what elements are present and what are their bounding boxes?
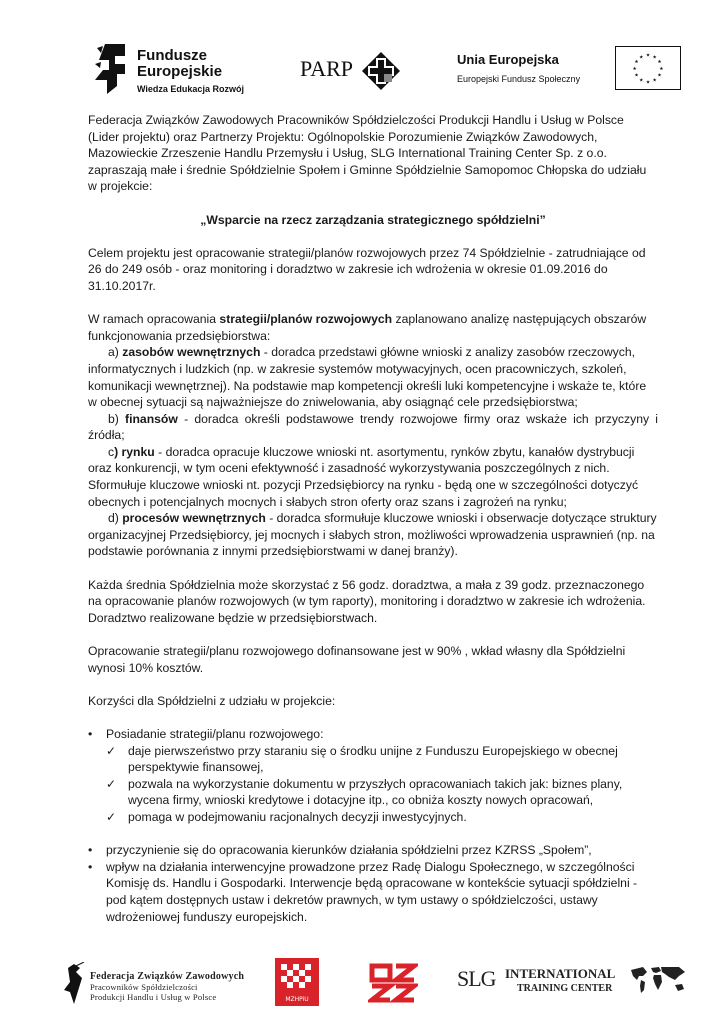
svg-text:★: ★ (657, 60, 662, 66)
scope-item-b (88, 411, 658, 444)
fe-title-line1: Fundusze (137, 47, 207, 64)
svg-text:★: ★ (639, 55, 644, 61)
list-item (88, 743, 658, 776)
bullet-icon: • (88, 726, 93, 741)
bullet-icon: • (88, 843, 93, 858)
svg-text:★: ★ (645, 80, 651, 86)
benefits-list-2 (88, 842, 658, 925)
eu-flag-icon (615, 46, 681, 90)
federacja-icon (62, 962, 86, 1004)
scope-intro (88, 311, 658, 344)
eu-title: Unia Europejska (457, 52, 559, 67)
check-icon: ✓ (106, 776, 117, 791)
svg-text:★: ★ (652, 78, 657, 84)
svg-text:★: ★ (639, 78, 644, 84)
world-map-icon (629, 964, 687, 994)
scope-d-bold: procesów wewnętrznych (122, 511, 266, 526)
fe-title (137, 48, 222, 80)
svg-text:★: ★ (645, 53, 651, 59)
scope-intro-text-2: zaplanowano analizę następujących obszarów funkcjonowania przedsiębiorstwa: (88, 312, 647, 343)
check-item-3: pomaga w podejmowaniu racjonalnych decyzji inwestycyjnych. (128, 809, 467, 824)
svg-text:★: ★ (634, 60, 639, 66)
svg-text:★: ★ (632, 66, 637, 72)
fundusze-europejskie-icon (95, 44, 125, 94)
fzz-line1: Federacja Związków Zawodowych (90, 971, 245, 982)
scope-intro-text: W ramach opracowania (88, 312, 220, 327)
scope-b-bold: finansów (125, 411, 178, 426)
intro-paragraph: Federacja Związków Zawodowych Pracowników Spółdzielczości Produkcji Handlu i Usług w Polsce (Lider projektu) oraz Partnerzy Projektu: Ogólnopolskie Porozumienie Związków Zawodowych, Mazowieckie Zrzeszenie Handlu Przemysłu i Usług, SLG International Training Center Sp. z o.o. zapraszają małe i średnie Spółdzielnie Społem i Gminne Spółdzielnie Samopomoc Chłopska do udziału w projekcie: (88, 113, 647, 194)
goal-paragraph: Celem projektu jest opracowanie strategii/planów rozwojowych przez 74 Spółdzielnie - zatrudniające od 26 do 249 osób - oraz monitoring i doradztwo w zakresie ich wdrożenia w okresie 01.09.2016 do 31.10.2017r. (88, 245, 646, 293)
scope-c-bold: ) rynku (114, 444, 155, 459)
header-logos (95, 40, 685, 100)
scope-a-text: - doradca przedstawi główne wnioski z analizy zasobów rzeczowych, informatycznych i ludzkich (np. w zakresie systemów motywacyjnych, ocen pracowniczych, szkoleń, komunikacji wewnętrznej). Na podstawie map kompetencji określi luki kompetencyjne i wskaże te, które w obecnej sytuacji są najważniejsze do zniwelowania, aby osiągnąć cele przedsiębiorstwa; (88, 345, 647, 410)
project-title: „Wsparcie na rzecz zarządzania strategicznego spółdzielni” (200, 212, 546, 227)
funding-paragraph: Opracowanie strategii/planu rozwojowego dofinansowane jest w 90% , wkład własny dla Spółdzielni wynosi 10% kosztów. (88, 644, 626, 675)
hours-paragraph: Każda średnia Spółdzielnia może skorzystać z 56 godz. doradztwa, a mała z 39 godz. przeznaczonego na opracowanie planów rozwojowych (w tym raporty), monitoring i doradztwo w zakresie ich wdrożenia. Doradztwo realizowane będzie w przedsiębiorstwach. (88, 577, 646, 625)
scope-item-a (88, 344, 658, 410)
svg-text:★: ★ (652, 55, 657, 61)
check-item-2: pozwala na wykorzystanie dokumentu w przyszłych opracowaniach takich jak: biznes plany, wycena firmy, wnioski kredytowe i dotacyjne itp., co obniża koszty nowych opracowań, (128, 776, 623, 808)
parp-icon (362, 52, 400, 90)
svg-text:★: ★ (657, 73, 662, 79)
benefit-item-2: przyczynienie się do opracowania kierunków działania spółdzielni przez KZRSS „Społem”, (106, 843, 592, 858)
slg-logo (457, 964, 692, 1004)
list-item (88, 726, 658, 743)
fundusze-europejskie-logo (95, 44, 265, 100)
fzz-line2: Pracowników Spółdzielczości (90, 982, 198, 992)
scope-c-text: - doradca opracuje kluczowe wnioski nt. asortymentu, rynków zbytu, kanałów dystrybucji oraz konkurencji, w tym oceni efektywność i zasadność wykorzystywania poszczególnych z nich. Sformułuje kluczowe wnioski nt. pozycji Przedsiębiorcy na rynku - będą one w szczególności dotyczyć obecnych i potencjalnych mocnych i słabych stron oferty oraz szans i zagrożeń na rynku; (88, 444, 639, 509)
benefit-item-3: wpływ na działania interwencyjne prowadzone przez Radę Dialogu Społecznego, w szczególności Komisję ds. Handlu i Gospodarki. Interwencje będą opracowane w kontekście sytuacji spółdzielni - pod kątem dostępnych ustaw i dekretów prawnych, w tym ustawy o spółdzielczości, ustawy wdrożeniowej funduszy europejskich. (106, 859, 638, 924)
footer-logos (62, 958, 692, 1008)
list-item (88, 842, 658, 859)
document-body (88, 112, 658, 925)
scope-d-prefix: d) (108, 511, 123, 526)
federacja-text (90, 972, 244, 1002)
list-item (88, 776, 658, 809)
slg-title: INTERNATIONAL (505, 966, 616, 981)
fe-subtitle: Wiedza Edukacja Rozwój (137, 84, 244, 94)
fzz-line3: Produkcji Handlu i Usług w Polsce (90, 992, 217, 1002)
parp-logo (300, 52, 410, 92)
slg-mark: SLG (457, 966, 496, 991)
scope-a-bold: zasobów wewnętrznych (122, 345, 261, 360)
list-item (88, 859, 658, 925)
mzhpiu-logo (275, 958, 319, 1006)
opzz-logo (368, 960, 418, 1006)
scope-b-prefix: b) (108, 411, 126, 426)
benefits-list (88, 726, 658, 743)
list-item (88, 809, 658, 826)
federacja-logo (62, 962, 252, 1006)
check-icon: ✓ (106, 743, 117, 758)
scope-a-prefix: a) (108, 345, 123, 360)
scope-intro-bold: strategii/planów rozwojowych (219, 312, 393, 327)
parp-text: PARP (300, 56, 354, 81)
mzhpiu-text: MZHPiU (285, 996, 309, 1003)
slg-subtitle: TRAINING CENTER (517, 983, 613, 994)
check-icon: ✓ (106, 809, 117, 824)
scope-b-text: - doradca określi podstawowe trendy rozwojowe firmy oraz wskaże ich przyczyny i źródła; (88, 411, 658, 443)
scope-item-c (88, 444, 658, 510)
scope-d-text: - doradca sformułuje kluczowe wnioski i obserwacje dotyczące struktury organizacyjnej Przedsiębiorcy, jej mocnych i słabych stron, możliwości wprowadzenia usprawnień (np. na podstawie porównania z innymi przedsiębiorstwami w danej branży). (88, 511, 657, 559)
benefits-checklist (88, 743, 658, 826)
svg-text:★: ★ (659, 66, 664, 72)
benefit-item-1: Posiadanie strategii/planu rozwojowego: (106, 726, 324, 741)
check-item-1: daje pierwszeństwo przy staraniu się o środku unijne z Funduszu Europejskiego w obecnej perspektywie finansowej, (128, 743, 618, 775)
eu-subtitle: Europejski Fundusz Społeczny (457, 74, 581, 84)
scope-c-prefix: c (108, 444, 115, 459)
eu-logo (457, 44, 687, 94)
svg-text:★: ★ (634, 73, 639, 79)
fe-title-line2: Europejskie (137, 63, 223, 80)
scope-item-d (88, 510, 658, 560)
benefits-intro: Korzyści dla Spółdzielni z udziału w projekcie: (88, 693, 336, 708)
bullet-icon: • (88, 859, 93, 874)
